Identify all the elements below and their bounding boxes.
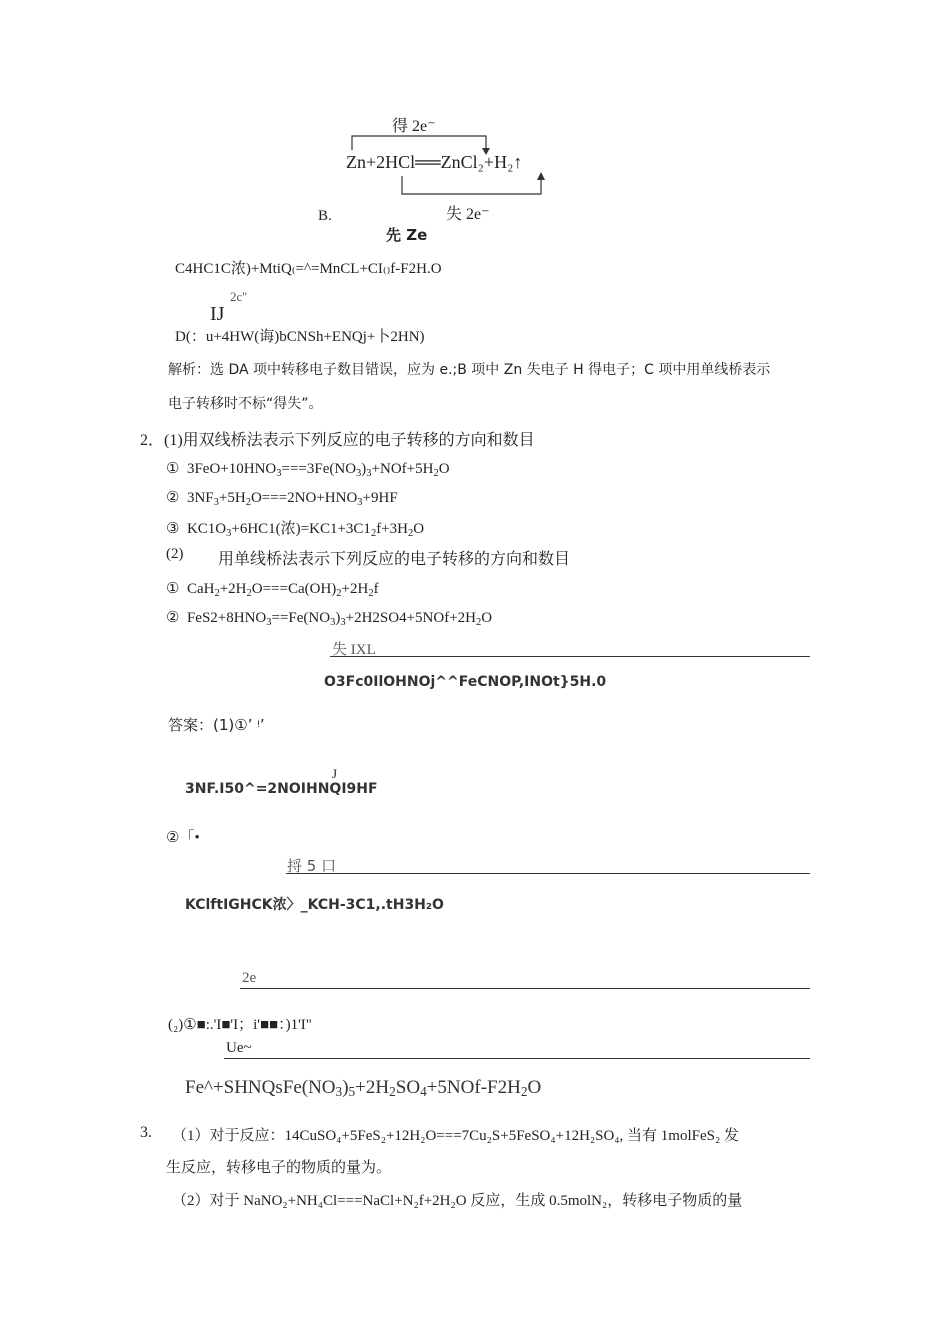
ocr-label-1: 失 IXL bbox=[332, 642, 376, 658]
question-3-line-2: 生反应，转移电子的物质的量为。 bbox=[166, 1160, 392, 1176]
eq-sub: 2 bbox=[246, 588, 252, 599]
option-d-mark-ij: IJ bbox=[210, 303, 225, 325]
eq-part: +5H bbox=[218, 490, 246, 506]
divider-line bbox=[240, 988, 810, 989]
item-number: ③ bbox=[166, 521, 180, 537]
q2-part2-text: 用单线桥法表示下列反应的电子转移的方向和数目 bbox=[218, 551, 571, 568]
option-b-label: B. bbox=[318, 208, 332, 224]
option-d-equation: D(：u+4HW(诲)bCNSh+ENQj+卜2HN) bbox=[175, 329, 425, 345]
lose-electrons-label: 失 2e⁻ bbox=[446, 206, 490, 223]
eq-part: ) bbox=[361, 461, 367, 477]
label-2e: 2e bbox=[242, 970, 257, 986]
item-number: ① bbox=[166, 461, 180, 477]
eq-part: +2H2SO4+5NOf+2H bbox=[345, 610, 476, 626]
eq-sub: 2 bbox=[389, 1084, 396, 1099]
eq-part: O bbox=[527, 1077, 542, 1098]
q2-item-1 bbox=[166, 459, 450, 479]
eq-sub: 4 bbox=[420, 1084, 427, 1099]
eq-part: +NOf+5H bbox=[371, 461, 434, 477]
eq-sub: 2 bbox=[336, 588, 342, 599]
ocr-equation-1: O3Fc0IlOHNOj^^FeCNOP,INOt}5H.0 bbox=[324, 674, 607, 690]
eq-sub: 3 bbox=[356, 468, 362, 479]
eq-sub: 3 bbox=[330, 617, 336, 628]
eq-part: f bbox=[373, 581, 379, 597]
analysis-line-2: 电子转移时不标“得失”。 bbox=[168, 396, 323, 412]
eq-part: 3FeO+10HNO bbox=[186, 461, 277, 477]
answer-item-2-mark: ②「• bbox=[166, 830, 200, 846]
q2-item-3 bbox=[166, 517, 424, 539]
eq-sub: 3 bbox=[226, 528, 232, 539]
eq-sub: 3 bbox=[357, 497, 363, 508]
eq-part: +6HC1(浓)=KC1+3C1 bbox=[231, 521, 371, 537]
gain-electrons-label: 得 2e⁻ bbox=[392, 118, 436, 135]
q2-part2-item-2 bbox=[166, 608, 492, 628]
answer-label-5: 捋 5 口 bbox=[287, 857, 337, 875]
eq-part: O bbox=[438, 461, 450, 477]
eq-sub: 2 bbox=[433, 468, 439, 479]
eq-part: +2H bbox=[355, 1077, 390, 1098]
option-b-note: 先 Ze bbox=[386, 226, 428, 244]
eq-part: ) bbox=[335, 610, 341, 626]
eq-part: ==Fe(NO bbox=[271, 610, 331, 626]
eq-part: +2H bbox=[341, 581, 369, 597]
eq-part: SO bbox=[395, 1077, 421, 1098]
eq-part: ===3Fe(NO bbox=[281, 461, 357, 477]
eq-sub: 2 bbox=[520, 1084, 528, 1099]
eq-sub: 3 bbox=[335, 1084, 343, 1099]
zn-hcl-equation: Zn+2HCl══ZnCl₂+H₂↑ bbox=[346, 152, 523, 172]
q2-part2-number: (2) bbox=[166, 546, 184, 562]
eq-part: O===Ca(OH) bbox=[251, 581, 337, 597]
eq-sub: 2 bbox=[476, 617, 482, 628]
eq-sub: 3 bbox=[213, 497, 219, 508]
eq-part: 3NF bbox=[186, 490, 214, 506]
eq-part: +9HF bbox=[362, 490, 398, 506]
option-d-mark-2c: 2c'' bbox=[230, 289, 247, 304]
eq-part: KC1O bbox=[186, 521, 227, 537]
answer-mark-j: J bbox=[332, 766, 338, 781]
question-3-line-3: （2）对于 NaNO₂+NH₄Cl===NaCl+N₂f+2H₂O 反应，生成 0.5molN₂，转移电子物质的量 bbox=[172, 1193, 743, 1209]
label-ue: Ue~ bbox=[226, 1040, 252, 1056]
eq-part: f+3H bbox=[376, 521, 408, 537]
eq-sub: 2 bbox=[214, 588, 220, 599]
eq-sub: 3 bbox=[340, 617, 346, 628]
analysis-line-1: 解析：选 DA 项中转移电子数目错误，应为 e.;B 项中 Zn 失电子 H 得电子；C 项中用单线桥表示 bbox=[168, 362, 771, 378]
eq-sub: 2 bbox=[368, 588, 374, 599]
eq-part: O bbox=[413, 521, 425, 537]
option-c-equation: C4HC1C浓)+MtiQ₍=^=MnCL+CI₍₎f-F2H.O bbox=[175, 261, 442, 277]
eq-sub: 3 bbox=[266, 617, 272, 628]
answer-equation-4 bbox=[185, 1077, 541, 1100]
eq-part: ) bbox=[342, 1077, 349, 1098]
divider-line bbox=[286, 873, 810, 874]
eq-part: +5NOf-F2H bbox=[426, 1077, 521, 1098]
eq-part: O bbox=[481, 610, 493, 626]
item-number: ② bbox=[166, 490, 180, 506]
question-3-number: 3. bbox=[140, 1124, 152, 1141]
q2-item-2 bbox=[166, 488, 398, 508]
eq-sub: 3 bbox=[276, 468, 282, 479]
answer-equation-2: 3NF.I50^=2NOIHNQI9HF bbox=[185, 781, 378, 797]
eq-part: CaH bbox=[186, 581, 215, 597]
answer-part-2: (₂)①■:.'I■'I；i'■■：)1'I" bbox=[168, 1017, 312, 1033]
question-3-line-1: （1）对于反应：14CuSO₄+5FeS₂+12H₂O===7Cu₂S+5FeSO₄+12H₂SO₄, 当有 1molFeS₂ 发 bbox=[172, 1128, 739, 1144]
eq-sub: 5 bbox=[348, 1084, 356, 1099]
eq-sub: 2 bbox=[245, 497, 251, 508]
answer-equation-3: KClftIGHCK浓〉_KCH-3C1,.tH3H₂O bbox=[185, 897, 444, 913]
item-number: ② bbox=[166, 610, 180, 626]
eq-part: +2H bbox=[219, 581, 247, 597]
eq-part: FeS2+8HNO bbox=[186, 610, 267, 626]
eq-sub: 3 bbox=[366, 468, 372, 479]
question-2-header: 2．(1)用双线桥法表示下列反应的电子转移的方向和数目 bbox=[140, 432, 535, 449]
divider-line bbox=[330, 656, 810, 657]
q2-part2-item-1 bbox=[166, 579, 379, 599]
eq-part: Fe^+SHNQsFe(NO bbox=[185, 1077, 336, 1098]
eq-sub: 2 bbox=[370, 528, 377, 539]
divider-line bbox=[224, 1058, 810, 1059]
eq-sub: 2 bbox=[407, 528, 414, 539]
answer-label: 答案：(1)①’ ᵎ’ bbox=[168, 716, 265, 734]
item-number: ① bbox=[166, 581, 180, 597]
eq-part: O===2NO+HNO bbox=[250, 490, 358, 506]
